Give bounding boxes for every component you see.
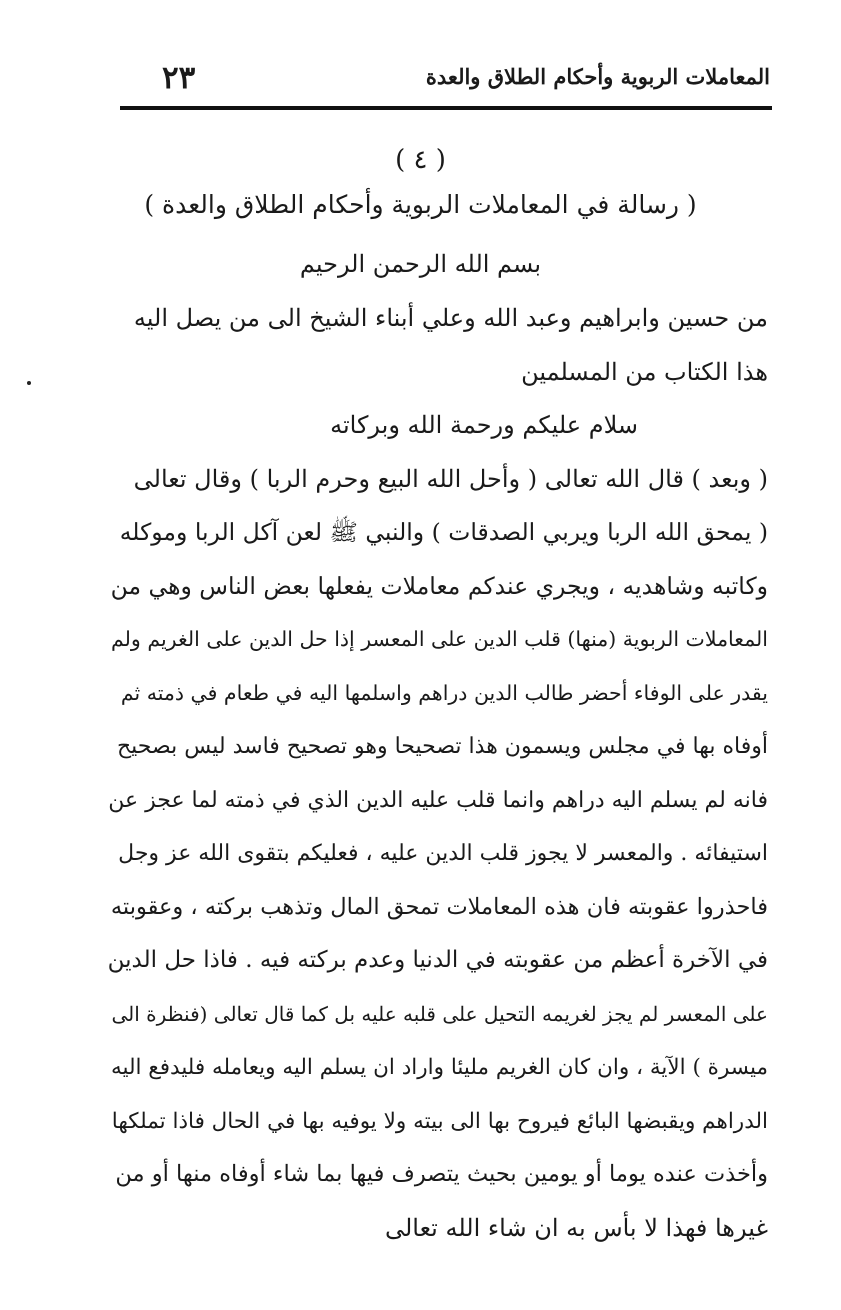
- body-text: [108, 292, 768, 1255]
- body-line: فانه لم يسلم اليه دراهم وانما قلب عليه الدين الذي في ذمته لما عجز عن: [108, 787, 768, 813]
- body-line: في الآخرة أعظم من عقوبته في الدنيا وعدم بركته فيه . فاذا حل الدين: [107, 947, 768, 973]
- body-line: غيرها فهذا لا بأس به ان شاء الله تعالى: [384, 1213, 768, 1242]
- header-title: المعاملات الربوية وأحكام الطلاق والعدة: [425, 64, 770, 89]
- body-line: أوفاه بها في مجلس ويسمون هذا تصحيحا وهو تصحيح فاسد ليس بصحيح: [116, 734, 768, 759]
- body-line: يقدر على الوفاء أحضر طالب الدين دراهم واسلمها اليه في طعام في ذمته ثم: [120, 680, 768, 705]
- basmala: بسم الله الرحمن الرحيم: [299, 250, 542, 278]
- body-line: فاحذروا عقوبته فان هذه المعاملات تمحق المال وتذهب بركته ، وعقوبته: [110, 893, 768, 920]
- running-header: [120, 60, 770, 104]
- body-line: ( يمحق الله الربا ويربي الصدقات ) والنبي ﷺ لعن آكل الربا وموكله: [119, 518, 768, 546]
- header-rule: [120, 106, 772, 110]
- body-line: هذا الكتاب من المسلمين: [521, 357, 768, 386]
- body-line: وكاتبه وشاهديه ، ويجري عندكم معاملات يفعلها بعض الناس وهي من: [110, 571, 768, 600]
- body-line: وأخذت عنده يوما أو يومين بحيث يتصرف فيها بما شاء أوفاه منها أو من: [115, 1161, 768, 1187]
- body-line: من حسين وابراهيم وعبد الله وعلي أبناء الشيخ الى من يصل اليه: [133, 304, 768, 332]
- body-line: استيفائه . والمعسر لا يجوز قلب الدين عليه ، فعليكم بتقوى الله عز وجل: [118, 841, 768, 866]
- body-line: الدراهم ويقبضها البائع فيروح بها الى بيته ولا يوفيه بها في الحال فاذا تملكها: [111, 1108, 768, 1134]
- section-title: ( رسالة في المعاملات الربوية وأحكام الطلاق والعدة ): [144, 190, 697, 219]
- body-line: على المعسر لم يجز لغريمه التحيل على قلبه عليه بل كما قال تعالى (فنظرة الى: [111, 1001, 768, 1026]
- body-line: سلام عليكم ورحمة الله وبركاته: [330, 411, 638, 439]
- margin-dot: [27, 381, 31, 385]
- body-line: ميسرة ) الآية ، وان كان الغريم مليئا واراد ان يسلم اليه ويعامله فليدفع اليه: [110, 1055, 768, 1080]
- section-number: ( ٤ ): [395, 145, 446, 175]
- body-line: المعاملات الربوية (منها) قلب الدين على المعسر إذا حل الدين على الغريم ولم: [111, 627, 768, 651]
- page-number: ٢٣: [162, 60, 196, 96]
- body-line: ( وبعد ) قال الله تعالى ( وأحل الله البيع وحرم الربا ) وقال تعالى: [133, 464, 768, 493]
